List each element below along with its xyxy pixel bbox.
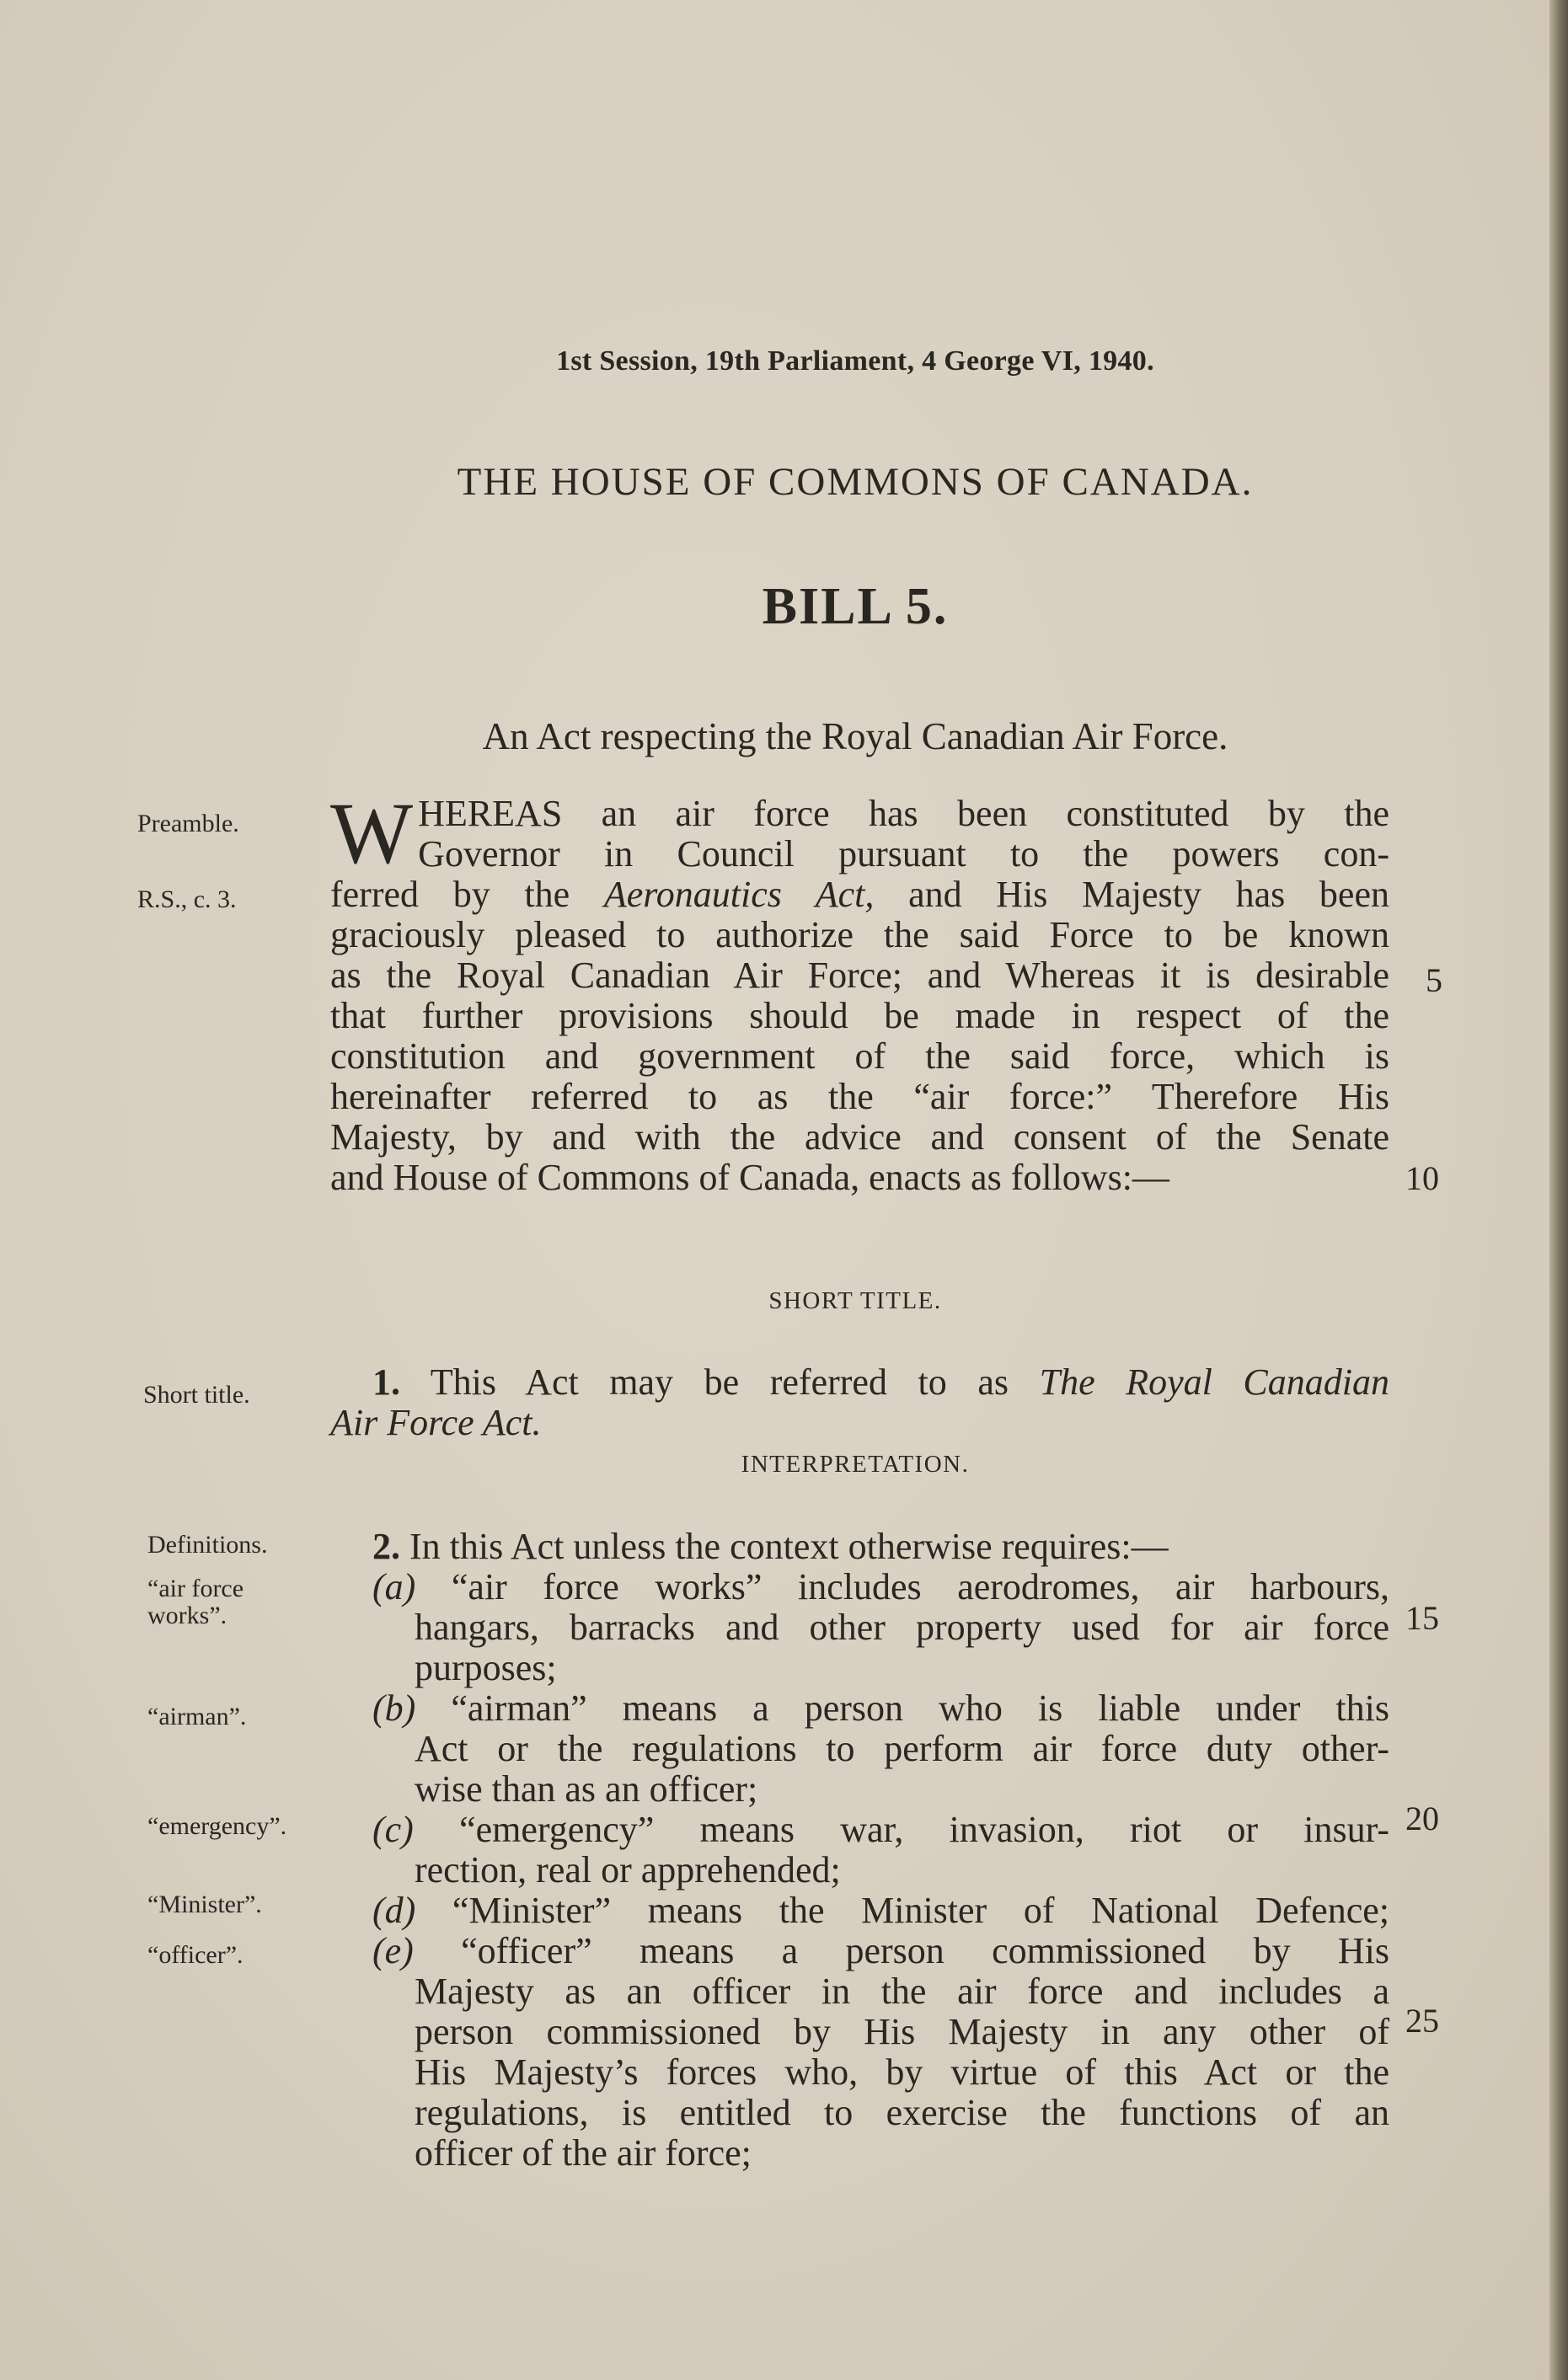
act-title: An Act respecting the Royal Canadian Air Force.: [482, 715, 1228, 757]
line-number-5: 5: [1426, 961, 1442, 999]
line-number-20: 20: [1405, 1800, 1439, 1837]
line-number-25: 25: [1405, 2002, 1439, 2040]
house-title: THE HOUSE OF COMMONS OF CANADA.: [457, 460, 1254, 504]
bill-number: BILL 5.: [762, 578, 949, 635]
session-line: 1st Session, 19th Parliament, 4 George VI, 1940.: [556, 345, 1154, 377]
preamble-text: W HEREAS an air force has been constituted by the Governor in Council pursuant to the powers con- ferred by the Aeronautics Act, and His Majesty has been graciously pleased to authorize the said Force to be known as the Royal Canadian Air Force; and Whereas it is desirable that further provisions should be made in respect of the constitution and government of the said force, which is hereinafter referred to as the “air force:” Therefore His Majesty, by and with the advice and consent of the Senate and House of Commons of Canada, enacts as follows:—: [330, 785, 1389, 1198]
margin-note-air-force-works: “air force works”.: [147, 1575, 244, 1629]
definition-airman: (b) “airman” means a person who is liable under this: [372, 1687, 1389, 1729]
section-1: 1. This Act may be referred to as The Royal Canadian Air Force Act.: [330, 1361, 1390, 1443]
margin-note-emergency: “emergency”.: [147, 1812, 287, 1840]
definition-emergency: (c) “emergency” means war, invasion, riot or insur-: [372, 1809, 1389, 1850]
section-2: 2. In this Act unless the context otherwise requires:— (a) “air force works” includes aerodromes, air harbours, hangars, barracks and other property used for air force purposes; (b) “airman” means a person who is liable under this Act or the regulations to perform air force duty other- wise than as an officer; (c) “emergency” means war, invasion, riot or insur- rection, real or apprehended; (d) “Minister” means the Minister of National Defence; (e) “officer” means a person commissioned by His Majesty as an officer in the air force and includes a person commissioned by His Majesty in any other of His Majesty’s forces who, by virtue of this Act or the regulations, is entitled to exercise the functions of an officer of the air force;: [330, 1527, 1389, 2174]
definition-air-force-works: (a) “air force works” includes aerodromes, air harbours,: [372, 1566, 1389, 1607]
aeronautics-act-title: Aeronautics Act,: [603, 874, 875, 915]
heading-short-title: SHORT TITLE.: [768, 1287, 942, 1314]
margin-note-rs: R.S., c. 3.: [137, 885, 237, 913]
drop-cap: W: [330, 785, 414, 882]
margin-note-preamble: Preamble.: [137, 810, 239, 837]
margin-note-minister: “Minister”.: [147, 1891, 262, 1918]
definition-officer: (e) “officer” means a person commissioned by His: [372, 1930, 1389, 1971]
margin-note-short-title: Short title.: [143, 1381, 250, 1409]
margin-note-definitions: Definitions.: [147, 1531, 268, 1559]
margin-note-airman: “airman”.: [147, 1703, 247, 1730]
heading-interpretation: INTERPRETATION.: [741, 1451, 970, 1478]
margin-note-officer: “officer”.: [147, 1941, 243, 1969]
line-number-10: 10: [1405, 1159, 1439, 1197]
line-number-15: 15: [1405, 1599, 1439, 1637]
definition-minister: (d) “Minister” means the Minister of National Defence;: [372, 1890, 1389, 1931]
